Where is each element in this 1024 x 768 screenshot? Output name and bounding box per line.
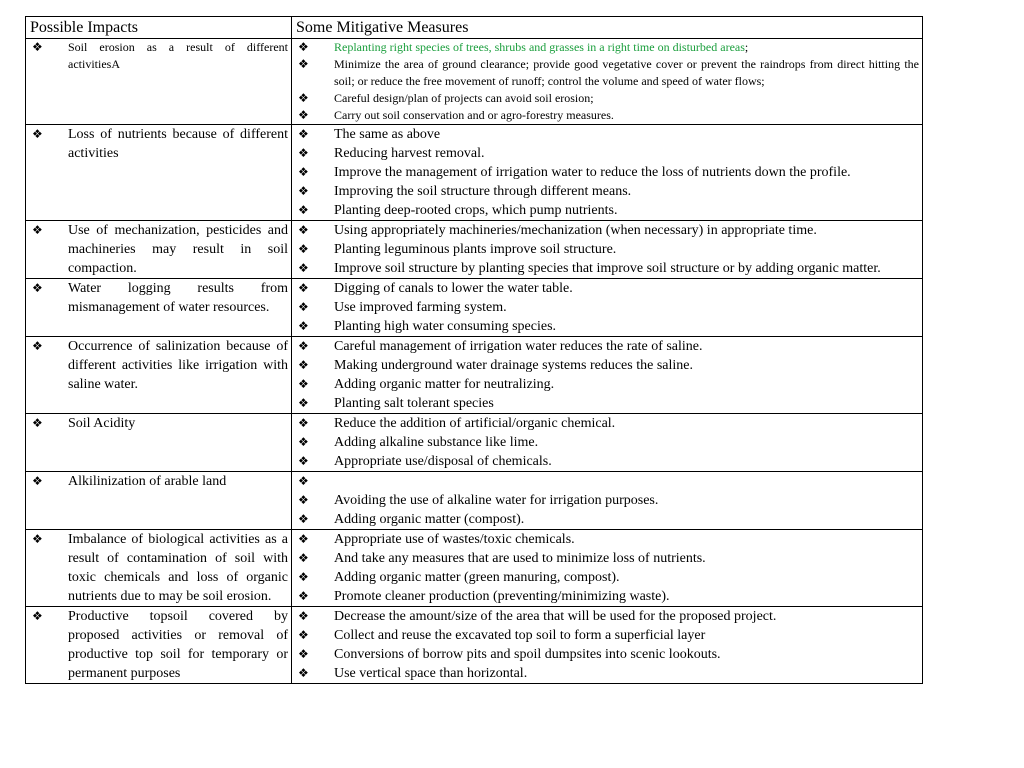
table-row	[26, 39, 923, 125]
measure-text: Reducing harvest removal.	[334, 146, 485, 161]
impact-text: Soil Acidity	[68, 416, 136, 431]
measure-item	[292, 394, 922, 413]
impacts-mitigation-table	[25, 16, 923, 684]
measure-item	[292, 298, 922, 317]
impact-text: Imbalance of biological activities as a result of contamination of soil with toxic chemicals and loss of organic nutrients due to may be soil erosion.	[68, 532, 288, 604]
measure-item	[292, 626, 922, 645]
diamond-bullet-icon: ❖	[298, 532, 309, 546]
measure-text: Planting deep-rooted crops, which pump nutrients.	[334, 203, 618, 218]
diamond-bullet-icon: ❖	[298, 435, 309, 449]
measure-text: Adding organic matter (green manuring, compost).	[334, 570, 620, 585]
measure-text: Use improved farming system.	[334, 300, 507, 315]
impact-text: Soil erosion as a result of different activitiesA	[68, 40, 288, 71]
measure-item	[292, 56, 922, 90]
measure-text: And take any measures that are used to minimize loss of nutrients.	[334, 551, 706, 566]
measure-item	[292, 549, 922, 568]
measure-item	[292, 356, 922, 375]
impact-cell	[26, 39, 292, 125]
measure-text: Improve soil structure by planting species that improve soil structure or by adding organic matter.	[334, 261, 881, 276]
table-row	[26, 337, 923, 414]
diamond-bullet-icon: ❖	[32, 532, 43, 546]
measures-cell	[292, 39, 923, 125]
measure-text: Avoiding the use of alkaline water for irrigation purposes.	[334, 493, 659, 508]
measure-text: Decrease the amount/size of the area that will be used for the proposed project.	[334, 609, 777, 624]
measure-item	[292, 375, 922, 394]
measures-cell	[292, 414, 923, 472]
diamond-bullet-icon: ❖	[298, 628, 309, 642]
measure-item	[292, 259, 922, 278]
diamond-bullet-icon: ❖	[32, 609, 43, 623]
diamond-bullet-icon: ❖	[298, 319, 309, 333]
impact-item	[26, 39, 291, 73]
impact-cell	[26, 414, 292, 472]
diamond-bullet-icon: ❖	[298, 551, 309, 565]
measure-text: Carry out soil conservation and or agro-forestry measures.	[334, 108, 614, 122]
measure-item	[292, 240, 922, 259]
measure-text: Digging of canals to lower the water table.	[334, 281, 573, 296]
impact-item	[26, 279, 291, 317]
measure-text: Careful design/plan of projects can avoid soil erosion;	[334, 91, 594, 105]
measure-text: Minimize the area of ground clearance; provide good vegetative cover or prevent the raindrops from direct hitting the soil; or reduce the free movement of runoff; control the volume and speed of water flows;	[334, 57, 919, 88]
measure-item	[292, 144, 922, 163]
measure-text: The same as above	[334, 127, 441, 142]
diamond-bullet-icon: ❖	[298, 416, 309, 430]
measure-item	[292, 433, 922, 452]
diamond-bullet-icon: ❖	[32, 281, 43, 295]
measure-text: Appropriate use of wastes/toxic chemicals.	[334, 532, 575, 547]
diamond-bullet-icon: ❖	[298, 454, 309, 468]
measure-item	[292, 530, 922, 549]
measure-item	[292, 664, 922, 683]
measure-text: Use vertical space than horizontal.	[334, 666, 528, 681]
diamond-bullet-icon: ❖	[32, 40, 43, 54]
diamond-bullet-icon: ❖	[298, 203, 309, 217]
measure-text: Planting high water consuming species.	[334, 319, 557, 334]
measures-cell	[292, 125, 923, 221]
diamond-bullet-icon: ❖	[298, 493, 309, 507]
measures-cell	[292, 472, 923, 530]
diamond-bullet-icon: ❖	[298, 666, 309, 680]
measure-text: Adding organic matter for neutralizing.	[334, 377, 555, 392]
impact-item	[26, 414, 291, 433]
diamond-bullet-icon: ❖	[298, 184, 309, 198]
table-row	[26, 607, 923, 684]
measure-item	[292, 491, 922, 510]
diamond-bullet-icon: ❖	[298, 91, 309, 105]
impact-cell	[26, 472, 292, 530]
diamond-bullet-icon: ❖	[32, 474, 43, 488]
impact-cell	[26, 607, 292, 684]
diamond-bullet-icon: ❖	[298, 261, 309, 275]
diamond-bullet-icon: ❖	[298, 223, 309, 237]
impact-cell	[26, 221, 292, 279]
diamond-bullet-icon: ❖	[298, 57, 309, 71]
impact-item	[26, 472, 291, 491]
diamond-bullet-icon: ❖	[298, 108, 309, 122]
measure-item	[292, 107, 922, 124]
measure-text: Making underground water drainage systems reduces the saline.	[334, 358, 693, 373]
measure-text: Careful management of irrigation water reduces the rate of saline.	[334, 339, 703, 354]
measure-text: Planting salt tolerant species	[334, 396, 494, 411]
measure-text: Conversions of borrow pits and spoil dumpsites into scenic lookouts.	[334, 647, 721, 662]
measure-item	[292, 221, 922, 240]
diamond-bullet-icon: ❖	[298, 127, 309, 141]
measure-text: Collect and reuse the excavated top soil to form a superficial layer	[334, 628, 706, 643]
table-row	[26, 414, 923, 472]
header-possible-impacts: Possible Impacts	[26, 17, 292, 39]
diamond-bullet-icon: ❖	[298, 474, 309, 488]
impact-cell	[26, 125, 292, 221]
impact-text: Loss of nutrients because of different activities	[68, 127, 288, 161]
measure-text: Improving the soil structure through different means.	[334, 184, 632, 199]
measure-text: Replanting right species of trees, shrubs and grasses in a right time on disturbed areas	[334, 40, 745, 54]
measure-item	[292, 452, 922, 471]
measure-text: Planting leguminous plants improve soil structure.	[334, 242, 617, 257]
impact-text: Productive topsoil covered by proposed activities or removal of productive top soil for temporary or permanent purposes	[68, 609, 288, 681]
impact-cell	[26, 337, 292, 414]
measure-item	[292, 414, 922, 433]
diamond-bullet-icon: ❖	[298, 589, 309, 603]
diamond-bullet-icon: ❖	[32, 339, 43, 353]
measures-cell	[292, 530, 923, 607]
measure-item	[292, 182, 922, 201]
diamond-bullet-icon: ❖	[298, 300, 309, 314]
measure-item	[292, 607, 922, 626]
impact-text: Use of mechanization, pesticides and machineries may result in soil compaction.	[68, 223, 288, 276]
measure-text: Adding alkaline substance like lime.	[334, 435, 539, 450]
diamond-bullet-icon: ❖	[32, 223, 43, 237]
diamond-bullet-icon: ❖	[298, 377, 309, 391]
diamond-bullet-icon: ❖	[32, 416, 43, 430]
measure-item	[292, 163, 922, 182]
measure-item	[292, 587, 922, 606]
diamond-bullet-icon: ❖	[298, 647, 309, 661]
impact-item	[26, 530, 291, 606]
measure-text: Reduce the addition of artificial/organic chemical.	[334, 416, 616, 431]
measure-suffix: ;	[744, 40, 749, 54]
measure-item	[292, 279, 922, 298]
diamond-bullet-icon: ❖	[298, 165, 309, 179]
impact-item	[26, 607, 291, 683]
measure-text: Using appropriately machineries/mechanization (when necessary) in appropriate time.	[334, 223, 817, 238]
measures-cell	[292, 607, 923, 684]
diamond-bullet-icon: ❖	[298, 570, 309, 584]
table-row	[26, 125, 923, 221]
measure-item	[292, 39, 922, 56]
measure-item	[292, 568, 922, 587]
measures-cell	[292, 221, 923, 279]
measures-cell	[292, 337, 923, 414]
diamond-bullet-icon: ❖	[298, 146, 309, 160]
measure-item	[292, 510, 922, 529]
measure-text: Improve the management of irrigation water to reduce the loss of nutrients down the profile.	[334, 165, 851, 180]
diamond-bullet-icon: ❖	[298, 242, 309, 256]
impact-text: Water logging results from mismanagement of water resources.	[68, 281, 288, 315]
impact-text: Occurrence of salinization because of different activities like irrigation with saline water.	[68, 339, 288, 392]
header-mitigative-measures: Some Mitigative Measures	[292, 17, 923, 39]
impact-text: Alkilinization of arable land	[68, 474, 227, 489]
measure-text: Adding organic matter (compost).	[334, 512, 525, 527]
table-row	[26, 221, 923, 279]
impact-item	[26, 221, 291, 278]
measure-item	[292, 201, 922, 220]
diamond-bullet-icon: ❖	[32, 127, 43, 141]
impact-cell	[26, 530, 292, 607]
impact-item	[26, 125, 291, 163]
diamond-bullet-icon: ❖	[298, 609, 309, 623]
impact-item	[26, 337, 291, 394]
diamond-bullet-icon: ❖	[298, 339, 309, 353]
measure-item	[292, 645, 922, 664]
diamond-bullet-icon: ❖	[298, 396, 309, 410]
measure-text: Promote cleaner production (preventing/minimizing waste).	[334, 589, 670, 604]
measure-text: Appropriate use/disposal of chemicals.	[334, 454, 552, 469]
diamond-bullet-icon: ❖	[298, 281, 309, 295]
diamond-bullet-icon: ❖	[298, 358, 309, 372]
measure-item	[292, 472, 922, 491]
impact-cell	[26, 279, 292, 337]
measure-item	[292, 337, 922, 356]
diamond-bullet-icon: ❖	[298, 40, 309, 54]
measure-item	[292, 317, 922, 336]
measure-item	[292, 90, 922, 107]
table-header-row	[26, 17, 923, 39]
measures-cell	[292, 279, 923, 337]
diamond-bullet-icon: ❖	[298, 512, 309, 526]
measure-item	[292, 125, 922, 144]
table-row	[26, 279, 923, 337]
table-row	[26, 472, 923, 530]
table-row	[26, 530, 923, 607]
